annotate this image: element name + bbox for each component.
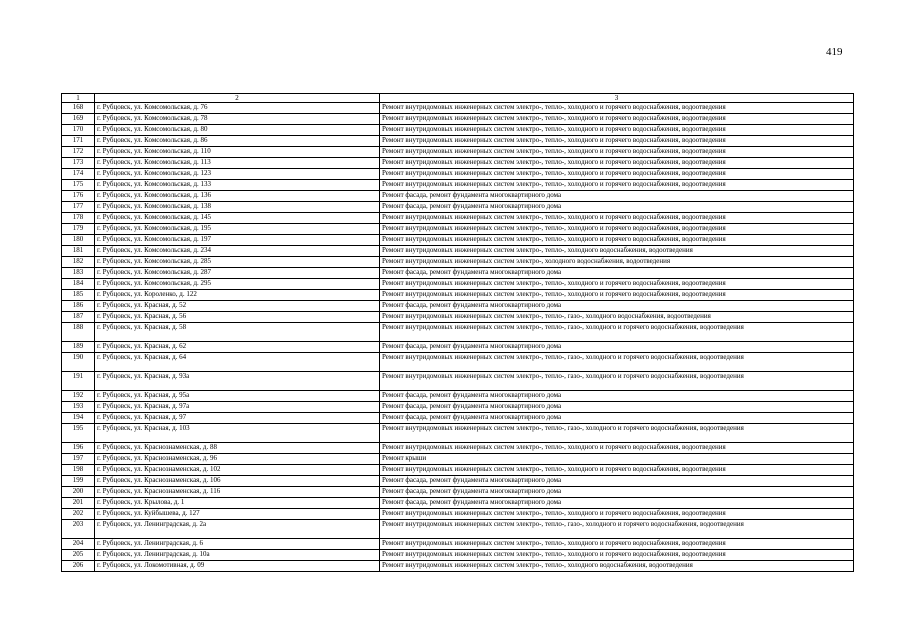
- row-number: 170: [62, 125, 95, 136]
- table-row: [62, 498, 854, 509]
- table-row: [62, 465, 854, 476]
- row-number: 183: [62, 268, 95, 279]
- row-address: г. Рубцовск, ул. Краснознаменская, д. 96: [95, 454, 380, 465]
- table-row: [62, 279, 854, 290]
- row-number: 192: [62, 391, 95, 402]
- row-address: г. Рубцовск, ул. Комсомольская, д. 86: [95, 136, 380, 147]
- table-row: [62, 342, 854, 353]
- row-number: 177: [62, 202, 95, 213]
- table-row: [62, 191, 854, 202]
- row-address: г. Рубцовск, ул. Короленко, д. 122: [95, 290, 380, 301]
- row-number: 173: [62, 158, 95, 169]
- table-row: [62, 312, 854, 323]
- row-number: 181: [62, 246, 95, 257]
- row-work-type: Ремонт внутридомовых инженерных систем электро-, тепло-, холодного и горячего водоснабжения, водоотведения: [380, 125, 854, 136]
- row-address: г. Рубцовск, ул. Красная, д. 97а: [95, 402, 380, 413]
- row-number: 185: [62, 290, 95, 301]
- table-row: [62, 539, 854, 550]
- row-work-type: Ремонт внутридомовых инженерных систем электро-, тепло-, газо-, холодного и горячего водоснабжения, водоотведения: [380, 323, 854, 342]
- row-address: г. Рубцовск, ул. Красная, д. 56: [95, 312, 380, 323]
- row-work-type: Ремонт внутридомовых инженерных систем электро-, тепло-, холодного и горячего водоснабжения, водоотведения: [380, 235, 854, 246]
- row-address: г. Рубцовск, ул. Комсомольская, д. 138: [95, 202, 380, 213]
- row-address: г. Рубцовск, ул. Комсомольская, д. 123: [95, 169, 380, 180]
- row-work-type: Ремонт фасада, ремонт фундамента многоквартирного дома: [380, 391, 854, 402]
- row-number: 176: [62, 191, 95, 202]
- row-work-type: Ремонт крыши: [380, 454, 854, 465]
- row-number: 200: [62, 487, 95, 498]
- row-address: г. Рубцовск, ул. Комсомольская, д. 110: [95, 147, 380, 158]
- row-number: 206: [62, 561, 95, 572]
- row-number: 179: [62, 224, 95, 235]
- table-row: [62, 257, 854, 268]
- row-number: 182: [62, 257, 95, 268]
- row-work-type: Ремонт внутридомовых инженерных систем электро-, тепло-, холодного водоснабжения, водоотведения: [380, 246, 854, 257]
- row-work-type: Ремонт внутридомовых инженерных систем электро-, тепло-, газо-, холодного водоснабжения, водоотведения: [380, 312, 854, 323]
- row-number: 189: [62, 342, 95, 353]
- row-address: г. Рубцовск, ул. Комсомольская, д. 197: [95, 235, 380, 246]
- repair-table: [61, 93, 854, 572]
- table-row: [62, 454, 854, 465]
- row-address: г. Рубцовск, ул. Красная, д. 52: [95, 301, 380, 312]
- table-row: [62, 290, 854, 301]
- row-work-type: Ремонт внутридомовых инженерных систем электро-, тепло-, газо-, холодного и горячего водоснабжения, водоотведения: [380, 520, 854, 539]
- row-work-type: Ремонт внутридомовых инженерных систем электро-, тепло-, холодного и горячего водоснабжения, водоотведения: [380, 224, 854, 235]
- table-row: [62, 246, 854, 257]
- row-address: г. Рубцовск, ул. Ленинградская, д. 6: [95, 539, 380, 550]
- row-work-type: Ремонт фасада, ремонт фундамента многоквартирного дома: [380, 476, 854, 487]
- row-work-type: Ремонт внутридомовых инженерных систем электро-, тепло-, холодного и горячего водоснабжения, водоотведения: [380, 550, 854, 561]
- row-work-type: Ремонт внутридомовых инженерных систем электро-, тепло-, газо-, холодного и горячего водоснабжения, водоотведения: [380, 372, 854, 391]
- table-row: [62, 509, 854, 520]
- row-number: 193: [62, 402, 95, 413]
- row-number: 205: [62, 550, 95, 561]
- row-address: г. Рубцовск, ул. Комсомольская, д. 113: [95, 158, 380, 169]
- table-row: [62, 413, 854, 424]
- row-address: г. Рубцовск, ул. Комсомольская, д. 80: [95, 125, 380, 136]
- table-row: [62, 353, 854, 372]
- row-work-type: Ремонт внутридомовых инженерных систем электро-, тепло-, газо-, холодного и горячего водоснабжения, водоотведения: [380, 424, 854, 443]
- table-row: [62, 443, 854, 454]
- table-row: [62, 158, 854, 169]
- row-work-type: Ремонт внутридомовых инженерных систем электро-, холодного водоснабжения, водоотведения: [380, 257, 854, 268]
- row-number: 187: [62, 312, 95, 323]
- row-address: г. Рубцовск, ул. Красная, д. 103: [95, 424, 380, 443]
- row-work-type: Ремонт внутридомовых инженерных систем электро-, тепло-, холодного и горячего водоснабжения, водоотведения: [380, 213, 854, 224]
- row-work-type: Ремонт внутридомовых инженерных систем электро-, тепло-, холодного водоснабжения, водоотведения: [380, 561, 854, 572]
- header-cell-3: 3: [380, 94, 854, 103]
- row-address: г. Рубцовск, ул. Локомотивная, д. 09: [95, 561, 380, 572]
- row-address: г. Рубцовск, ул. Комсомольская, д. 76: [95, 103, 380, 114]
- row-work-type: Ремонт фасада, ремонт фундамента многоквартирного дома: [380, 191, 854, 202]
- row-number: 186: [62, 301, 95, 312]
- header-cell-1: 1: [62, 94, 95, 103]
- row-work-type: Ремонт внутридомовых инженерных систем электро-, тепло-, холодного и горячего водоснабжения, водоотведения: [380, 443, 854, 454]
- row-number: 184: [62, 279, 95, 290]
- row-number: 191: [62, 372, 95, 391]
- row-work-type: Ремонт внутридомовых инженерных систем электро-, тепло-, холодного и горячего водоснабжения, водоотведения: [380, 158, 854, 169]
- table-row: [62, 550, 854, 561]
- row-address: г. Рубцовск, ул. Комсомольская, д. 195: [95, 224, 380, 235]
- row-work-type: Ремонт внутридомовых инженерных систем электро-, тепло-, холодного и горячего водоснабжения, водоотведения: [380, 136, 854, 147]
- row-work-type: Ремонт фасада, ремонт фундамента многоквартирного дома: [380, 202, 854, 213]
- row-address: г. Рубцовск, ул. Краснознаменская, д. 106: [95, 476, 380, 487]
- row-address: г. Рубцовск, ул. Краснознаменская, д. 102: [95, 465, 380, 476]
- table-row: [62, 520, 854, 539]
- row-address: г. Рубцовск, ул. Крылова, д. 1: [95, 498, 380, 509]
- row-work-type: Ремонт фасада, ремонт фундамента многоквартирного дома: [380, 498, 854, 509]
- row-work-type: Ремонт внутридомовых инженерных систем электро-, тепло-, холодного и горячего водоснабжения, водоотведения: [380, 539, 854, 550]
- row-work-type: Ремонт фасада, ремонт фундамента многоквартирного дома: [380, 487, 854, 498]
- row-address: г. Рубцовск, ул. Ленинградская, д. 2а: [95, 520, 380, 539]
- table-row: [62, 301, 854, 312]
- row-work-type: Ремонт фасада, ремонт фундамента многоквартирного дома: [380, 413, 854, 424]
- table-row: [62, 103, 854, 114]
- row-address: г. Рубцовск, ул. Комсомольская, д. 78: [95, 114, 380, 125]
- header-cell-2: 2: [95, 94, 380, 103]
- row-number: 180: [62, 235, 95, 246]
- row-number: 174: [62, 169, 95, 180]
- table-row: [62, 487, 854, 498]
- table-row: [62, 224, 854, 235]
- table-row: [62, 136, 854, 147]
- row-work-type: Ремонт внутридомовых инженерных систем электро-, тепло-, холодного и горячего водоснабжения, водоотведения: [380, 169, 854, 180]
- table-row: [62, 268, 854, 279]
- row-number: 202: [62, 509, 95, 520]
- row-address: г. Рубцовск, ул. Комсомольская, д. 287: [95, 268, 380, 279]
- row-address: г. Рубцовск, ул. Комсомольская, д. 295: [95, 279, 380, 290]
- table-row: [62, 372, 854, 391]
- table-row: [62, 114, 854, 125]
- row-address: г. Рубцовск, ул. Красная, д. 95а: [95, 391, 380, 402]
- row-number: 188: [62, 323, 95, 342]
- row-work-type: Ремонт внутридомовых инженерных систем электро-, тепло-, холодного и горячего водоснабжения, водоотведения: [380, 114, 854, 125]
- table-row: [62, 202, 854, 213]
- row-work-type: Ремонт фасада, ремонт фундамента многоквартирного дома: [380, 342, 854, 353]
- table-row: [62, 424, 854, 443]
- row-work-type: Ремонт внутридомовых инженерных систем электро-, тепло-, холодного и горячего водоснабжения, водоотведения: [380, 180, 854, 191]
- row-number: 194: [62, 413, 95, 424]
- row-address: г. Рубцовск, ул. Красная, д. 62: [95, 342, 380, 353]
- row-number: 196: [62, 443, 95, 454]
- row-address: г. Рубцовск, ул. Красная, д. 58: [95, 323, 380, 342]
- row-address: г. Рубцовск, ул. Красная, д. 64: [95, 353, 380, 372]
- row-number: 204: [62, 539, 95, 550]
- row-work-type: Ремонт внутридомовых инженерных систем электро-, тепло-, холодного и горячего водоснабжения, водоотведения: [380, 465, 854, 476]
- table-header-row: [62, 94, 854, 103]
- table-row: [62, 180, 854, 191]
- row-address: г. Рубцовск, ул. Комсомольская, д. 133: [95, 180, 380, 191]
- row-number: 203: [62, 520, 95, 539]
- page-number: 419: [826, 46, 843, 58]
- row-work-type: Ремонт внутридомовых инженерных систем электро-, тепло-, газо-, холодного и горячего водоснабжения, водоотведения: [380, 353, 854, 372]
- table-row: [62, 561, 854, 572]
- table-row: [62, 391, 854, 402]
- row-number: 195: [62, 424, 95, 443]
- row-work-type: Ремонт фасада, ремонт фундамента многоквартирного дома: [380, 301, 854, 312]
- row-address: г. Рубцовск, ул. Комсомольская, д. 234: [95, 246, 380, 257]
- row-number: 190: [62, 353, 95, 372]
- row-number: 171: [62, 136, 95, 147]
- row-work-type: Ремонт фасада, ремонт фундамента многоквартирного дома: [380, 402, 854, 413]
- table-row: [62, 213, 854, 224]
- row-address: г. Рубцовск, ул. Комсомольская, д. 285: [95, 257, 380, 268]
- row-work-type: Ремонт внутридомовых инженерных систем электро-, тепло-, холодного и горячего водоснабжения, водоотведения: [380, 147, 854, 158]
- row-number: 169: [62, 114, 95, 125]
- row-work-type: Ремонт фасада, ремонт фундамента многоквартирного дома: [380, 268, 854, 279]
- row-number: 168: [62, 103, 95, 114]
- row-work-type: Ремонт внутридомовых инженерных систем электро-, тепло-, холодного и горячего водоснабжения, водоотведения: [380, 103, 854, 114]
- row-address: г. Рубцовск, ул. Комсомольская, д. 145: [95, 213, 380, 224]
- table-row: [62, 476, 854, 487]
- row-work-type: Ремонт внутридомовых инженерных систем электро-, тепло-, холодного и горячего водоснабжения, водоотведения: [380, 509, 854, 520]
- table-row: [62, 125, 854, 136]
- row-address: г. Рубцовск, ул. Краснознаменская, д. 88: [95, 443, 380, 454]
- row-address: г. Рубцовск, ул. Красная, д. 93а: [95, 372, 380, 391]
- table-row: [62, 147, 854, 158]
- row-address: г. Рубцовск, ул. Краснознаменская, д. 116: [95, 487, 380, 498]
- row-address: г. Рубцовск, ул. Красная, д. 97: [95, 413, 380, 424]
- table-row: [62, 402, 854, 413]
- row-number: 197: [62, 454, 95, 465]
- row-address: г. Рубцовск, ул. Куйбышева, д. 127: [95, 509, 380, 520]
- row-number: 199: [62, 476, 95, 487]
- row-number: 178: [62, 213, 95, 224]
- table-row: [62, 323, 854, 342]
- row-work-type: Ремонт внутридомовых инженерных систем электро-, тепло-, холодного и горячего водоснабжения, водоотведения: [380, 279, 854, 290]
- row-number: 175: [62, 180, 95, 191]
- table-row: [62, 235, 854, 246]
- row-number: 198: [62, 465, 95, 476]
- row-address: г. Рубцовск, ул. Ленинградская, д. 10а: [95, 550, 380, 561]
- row-work-type: Ремонт внутридомовых инженерных систем электро-, тепло-, холодного и горячего водоснабжения, водоотведения: [380, 290, 854, 301]
- row-address: г. Рубцовск, ул. Комсомольская, д. 136: [95, 191, 380, 202]
- table-row: [62, 169, 854, 180]
- row-number: 201: [62, 498, 95, 509]
- row-number: 172: [62, 147, 95, 158]
